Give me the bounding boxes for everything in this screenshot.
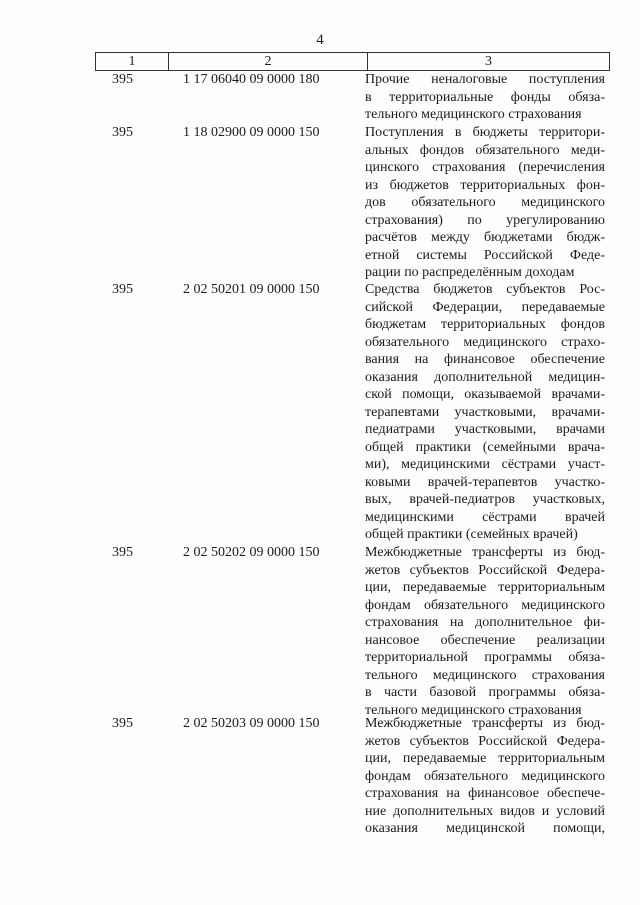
column-header-table (95, 52, 610, 71)
description-line: цинского страхования (перечисления (365, 160, 605, 175)
description-line: тельного медицинского страхования (365, 702, 582, 718)
header-col-1: 1 (96, 53, 169, 71)
page-number: 4 (316, 32, 324, 48)
description-line: дов обязательного медицинского (365, 195, 605, 210)
description-line: в части базовой программы обяза- (365, 685, 605, 700)
description-line: страхования на дополнительное фи- (365, 615, 605, 630)
admin-code: 395 (112, 282, 133, 297)
budget-classification-code: 2 02 50203 09 0000 150 (183, 716, 320, 731)
description-line: ции, передаваемые территориальным (365, 751, 605, 766)
description-line: Межбюджетные трансферты из бюд- (365, 545, 605, 560)
description-line: ние дополнительных видов и условий (365, 803, 605, 819)
description-line: рации по распределённым доходам (365, 265, 575, 280)
description-line: жетов субъектов Российской Федера- (365, 733, 605, 749)
admin-code: 395 (112, 125, 133, 140)
description-line: нансовое обеспечение реализации (365, 632, 605, 648)
income-description (365, 715, 605, 838)
description-line: Средства бюджетов субъектов Рос- (365, 282, 605, 297)
description-line: ской помощи, оказываемой врачами- (365, 387, 605, 402)
admin-code: 395 (112, 716, 133, 731)
description-line: общей практики (семейными врача- (365, 439, 605, 455)
description-line: фондам обязательного медицинского (365, 597, 605, 613)
description-line: обязательного медицинского страхо- (365, 334, 605, 350)
admin-code: 395 (112, 545, 133, 560)
description-line: бюджетам территориальных фондов (365, 317, 605, 332)
description-line: из бюджетов территориальных фон- (365, 177, 605, 193)
description-line: страхования) по урегулированию (365, 212, 605, 228)
description-line: вых, врачей-педиатров участковых, (365, 492, 605, 507)
income-description (365, 71, 605, 124)
budget-classification-code: 2 02 50202 09 0000 150 (183, 545, 320, 560)
description-line: медицинскими сёстрами врачей (365, 509, 605, 525)
description-line: етной системы Российской Феде- (365, 247, 605, 263)
budget-classification-code: 2 02 50201 09 0000 150 (183, 282, 320, 297)
description-line: педиатрами участковыми, врачами (365, 422, 605, 437)
header-col-3: 3 (368, 53, 610, 71)
description-line: ковыми врачей-терапевтов участко- (365, 474, 605, 490)
admin-code: 395 (112, 72, 133, 87)
income-description (365, 124, 605, 282)
description-line: ции, передаваемые территориальным (365, 580, 605, 595)
description-line: Межбюджетные трансферты из бюд- (365, 716, 605, 731)
description-line: в территориальные фонды обяза- (365, 89, 605, 105)
description-line: Прочие неналоговые поступления (365, 72, 605, 87)
description-line: расчётов между бюджетами бюдж- (365, 230, 605, 245)
description-line: территориальной программы обяза- (365, 650, 605, 665)
budget-classification-code: 1 18 02900 09 0000 150 (183, 125, 320, 140)
description-line: тельного медицинского страхования (365, 107, 582, 122)
description-line: ми), медицинскими сёстрами участ- (365, 457, 605, 472)
header-col-2: 2 (169, 53, 368, 71)
description-line: альных фондов обязательного меди- (365, 142, 605, 158)
description-line: оказания медицинской помощи, (365, 821, 605, 836)
income-description (365, 281, 605, 544)
description-line: страхования на финансовое обеспече- (365, 786, 605, 801)
description-line: общей практики (семейных врачей) (365, 527, 578, 542)
description-line: тельного медицинского страхования (365, 667, 605, 683)
description-line: сийской Федерации, передаваемые (365, 299, 605, 315)
description-line: фондам обязательного медицинского (365, 768, 605, 784)
description-line: Поступления в бюджеты территори- (365, 125, 605, 140)
description-line: терапевтами участковыми, врачами- (365, 404, 605, 420)
budget-classification-code: 1 17 06040 09 0000 180 (183, 72, 320, 87)
description-line: жетов субъектов Российской Федера- (365, 562, 605, 578)
income-description (365, 544, 605, 719)
description-line: вания на финансовое обеспечение (365, 352, 605, 367)
description-line: оказания дополнительной медицин- (365, 369, 605, 385)
